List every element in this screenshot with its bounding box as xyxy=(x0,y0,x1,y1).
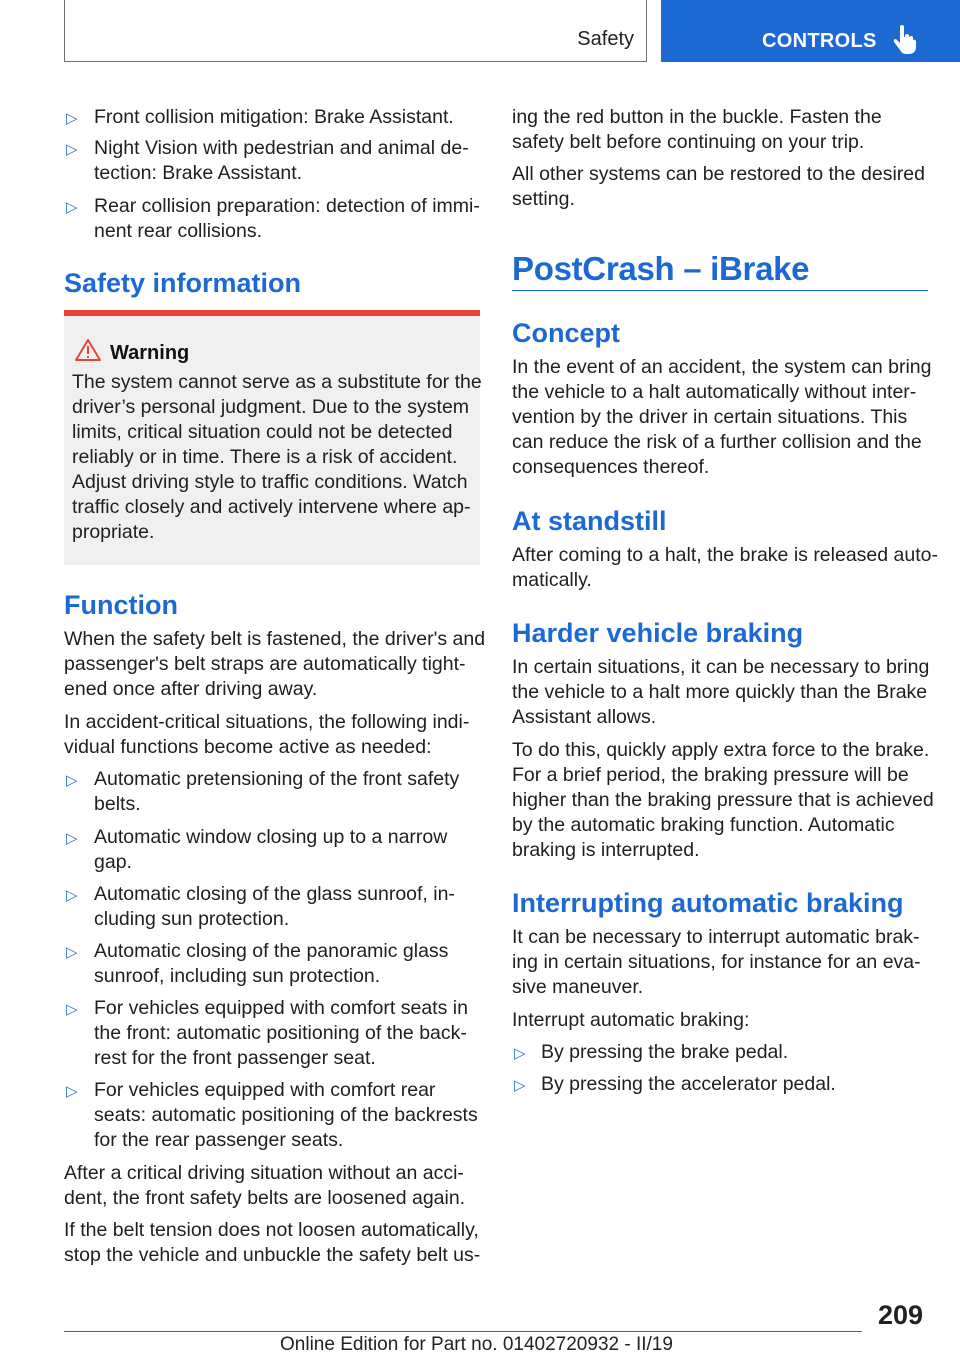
paragraph: the vehicle to a halt automatically without inter- xyxy=(512,381,917,403)
section-heading: Safety information xyxy=(64,268,302,298)
list-item: sunroof, including sun protection. xyxy=(94,965,381,987)
section-heading: Harder vehicle braking xyxy=(512,618,804,648)
page-heading: PostCrash – iBrake xyxy=(512,250,810,287)
header-section-box xyxy=(64,0,647,62)
list-item: Automatic closing of the glass sunroof, in- xyxy=(94,883,455,905)
paragraph: When the safety belt is fastened, the driver's and xyxy=(64,628,486,650)
list-item: Night Vision with pedestrian and animal de- xyxy=(94,137,469,159)
bullet-triangle-icon: ▷ xyxy=(514,1077,526,1094)
paragraph: matically. xyxy=(512,569,592,591)
paragraph: ened once after driving away. xyxy=(64,678,318,700)
list-item: nent rear collisions. xyxy=(94,220,262,242)
section-heading: Function xyxy=(64,590,178,620)
bullet-triangle-icon: ▷ xyxy=(66,944,78,961)
section-heading: Concept xyxy=(512,318,620,348)
list-item: Automatic pretensioning of the front safety xyxy=(94,768,460,790)
bullet-triangle-icon: ▷ xyxy=(66,830,78,847)
paragraph: It can be necessary to interrupt automatic brak- xyxy=(512,926,920,948)
paragraph: For a brief period, the braking pressure will be xyxy=(512,764,909,786)
list-item: By pressing the accelerator pedal. xyxy=(541,1073,836,1095)
paragraph: dent, the front safety belts are loosened again. xyxy=(64,1187,466,1209)
warning-text: reliably or in time. There is a risk of accident. xyxy=(72,446,458,468)
paragraph: braking is interrupted. xyxy=(512,839,700,861)
warning-title: Warning xyxy=(110,342,190,364)
paragraph: After a critical driving situation without an acci- xyxy=(64,1162,464,1184)
warning-text: Adjust driving style to traffic conditions. Watch xyxy=(72,471,468,493)
paragraph: stop the vehicle and unbuckle the safety belt us- xyxy=(64,1244,481,1266)
paragraph: by the automatic braking function. Automatic xyxy=(512,814,895,836)
warning-text: driver’s personal judgment. Due to the system xyxy=(72,396,470,418)
paragraph: safety belt before continuing on your trip. xyxy=(512,131,865,153)
list-item: Automatic closing of the panoramic glass xyxy=(94,940,449,962)
pointing-hand-icon xyxy=(893,24,917,59)
list-item: for the rear passenger seats. xyxy=(94,1129,344,1151)
bullet-triangle-icon: ▷ xyxy=(66,772,78,789)
warning-text: The system cannot serve as a substitute for the xyxy=(72,371,482,393)
paragraph: In the event of an accident, the system can bring xyxy=(512,356,932,378)
header-section-title: Safety xyxy=(577,28,634,50)
list-item: By pressing the brake pedal. xyxy=(541,1041,789,1063)
paragraph: sive maneuver. xyxy=(512,976,644,998)
list-item: rest for the front passenger seat. xyxy=(94,1047,376,1069)
warning-text: traffic closely and actively intervene where ap- xyxy=(72,496,471,518)
paragraph: higher than the braking pressure that is achieved xyxy=(512,789,934,811)
list-item: Rear collision preparation: detection of immi- xyxy=(94,195,480,217)
paragraph: All other systems can be restored to the desired xyxy=(512,163,925,185)
paragraph: passenger's belt straps are automatically tight- xyxy=(64,653,466,675)
page-number: 209 xyxy=(878,1300,924,1330)
section-heading: Interrupting automatic braking xyxy=(512,888,904,918)
paragraph: Assistant allows. xyxy=(512,706,657,728)
header-chapter-tab xyxy=(661,0,960,62)
warning-text: limits, critical situation could not be detected xyxy=(72,421,453,443)
header-chapter-title: CONTROLS xyxy=(762,30,877,52)
paragraph: In accident-critical situations, the following indi- xyxy=(64,711,470,733)
list-item: belts. xyxy=(94,793,141,815)
paragraph: the vehicle to a halt more quickly than the Brake xyxy=(512,681,928,703)
section-heading: At standstill xyxy=(512,506,667,536)
paragraph: After coming to a halt, the brake is released auto- xyxy=(512,544,938,566)
paragraph: To do this, quickly apply extra force to the brake. xyxy=(512,739,930,761)
paragraph: can reduce the risk of a further collision and the xyxy=(512,431,922,453)
footer-edition: Online Edition for Part no. 01402720932 - II/19 xyxy=(280,1334,673,1355)
list-item: seats: automatic positioning of the backrests xyxy=(94,1104,478,1126)
paragraph: consequences thereof. xyxy=(512,456,710,478)
list-item: For vehicles equipped with comfort seats in xyxy=(94,997,468,1019)
warning-triangle-icon xyxy=(74,338,102,367)
paragraph: vention by the driver in certain situations. This xyxy=(512,406,908,428)
list-item: Front collision mitigation: Brake Assistant. xyxy=(94,106,454,128)
bullet-triangle-icon: ▷ xyxy=(66,199,78,216)
paragraph: setting. xyxy=(512,188,575,210)
bullet-triangle-icon: ▷ xyxy=(66,887,78,904)
list-item: tection: Brake Assistant. xyxy=(94,162,303,184)
list-item: cluding sun protection. xyxy=(94,908,290,930)
paragraph: ing the red button in the buckle. Fasten the xyxy=(512,106,882,128)
list-item: Automatic window closing up to a narrow xyxy=(94,826,448,848)
paragraph: vidual functions become active as needed: xyxy=(64,736,432,758)
heading-rule xyxy=(512,290,928,291)
list-item: gap. xyxy=(94,851,132,873)
bullet-triangle-icon: ▷ xyxy=(514,1045,526,1062)
bullet-triangle-icon: ▷ xyxy=(66,110,78,127)
paragraph: If the belt tension does not loosen automatically, xyxy=(64,1219,479,1241)
paragraph: Interrupt automatic braking: xyxy=(512,1009,750,1031)
bullet-triangle-icon: ▷ xyxy=(66,1001,78,1018)
list-item: the front: automatic positioning of the back- xyxy=(94,1022,467,1044)
bullet-triangle-icon: ▷ xyxy=(66,141,78,158)
paragraph: In certain situations, it can be necessary to bring xyxy=(512,656,930,678)
bullet-triangle-icon: ▷ xyxy=(66,1083,78,1100)
paragraph: ing in certain situations, for instance for an eva- xyxy=(512,951,921,973)
list-item: For vehicles equipped with comfort rear xyxy=(94,1079,436,1101)
warning-text: propriate. xyxy=(72,521,155,543)
footer-rule xyxy=(64,1331,862,1332)
